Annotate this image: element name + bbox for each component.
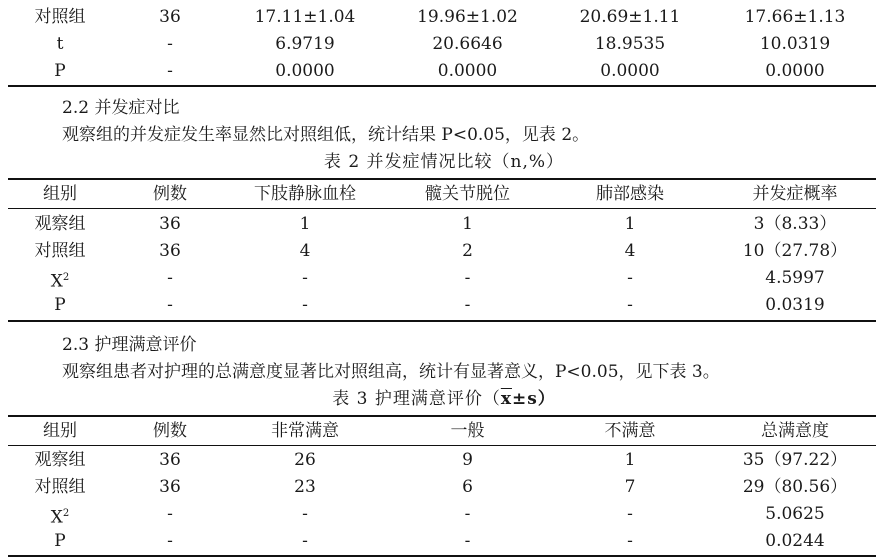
table-row: t - 6.9719 20.6646 18.9535 10.0319 <box>56 34 831 54</box>
section-heading-2-3: 2.3 护理满意评价 <box>62 335 197 355</box>
section-paragraph-2-3: 观察组患者对护理的总满意度显著比对照组高，统计有显著意义，P<0.05，见下表 3。 <box>62 362 720 382</box>
table-top-rule <box>8 178 876 180</box>
table-bottom-rule <box>8 320 876 322</box>
table-row: $X^2$ - - - - 4.5997 <box>50 268 825 292</box>
table-header-row: 组别 例数 非常满意 一般 不满意 总满意度 <box>43 421 829 441</box>
table-header-row: 组别 例数 下肢静脉血栓 髋关节脱位 肺部感染 并发症概率 <box>43 184 838 204</box>
section-paragraph-2-2: 观察组的并发症发生率显然比对照组低，统计结果 P<0.05，见表 2。 <box>62 125 590 145</box>
table-row: 观察组 36 1 1 1 3（8.33） <box>34 214 837 234</box>
table-row: 对照组 36 17.11±1.04 19.96±1.02 20.69±1.11 17.66±1.13 <box>34 7 846 27</box>
table-row: 对照组 36 4 2 4 10（27.78） <box>34 241 848 261</box>
table-bottom-rule <box>8 555 876 557</box>
table-row: 对照组 36 23 6 7 29（80.56） <box>34 477 848 497</box>
table-header-rule <box>8 445 876 446</box>
table-row: P - 0.0000 0.0000 0.0000 0.0000 <box>54 61 825 81</box>
table-header-rule <box>8 208 876 209</box>
table-row: 观察组 36 26 9 1 35（97.22） <box>34 450 848 470</box>
table-row: P - - - - 0.0319 <box>54 295 825 315</box>
section-heading-2-2: 2.2 并发症对比 <box>62 98 180 118</box>
table3-caption: 表 3 护理满意评价$(\overline{x}\pm s)$ <box>332 389 556 409</box>
table2-caption: 表 2 并发症情况比较（n,%） <box>323 152 565 172</box>
table-bottom-rule <box>8 85 876 87</box>
table-row: $X^2$ - - - - 5.0625 <box>50 504 825 528</box>
table-top-rule <box>8 415 876 417</box>
table-row: P - - - - 0.0244 <box>54 531 825 551</box>
